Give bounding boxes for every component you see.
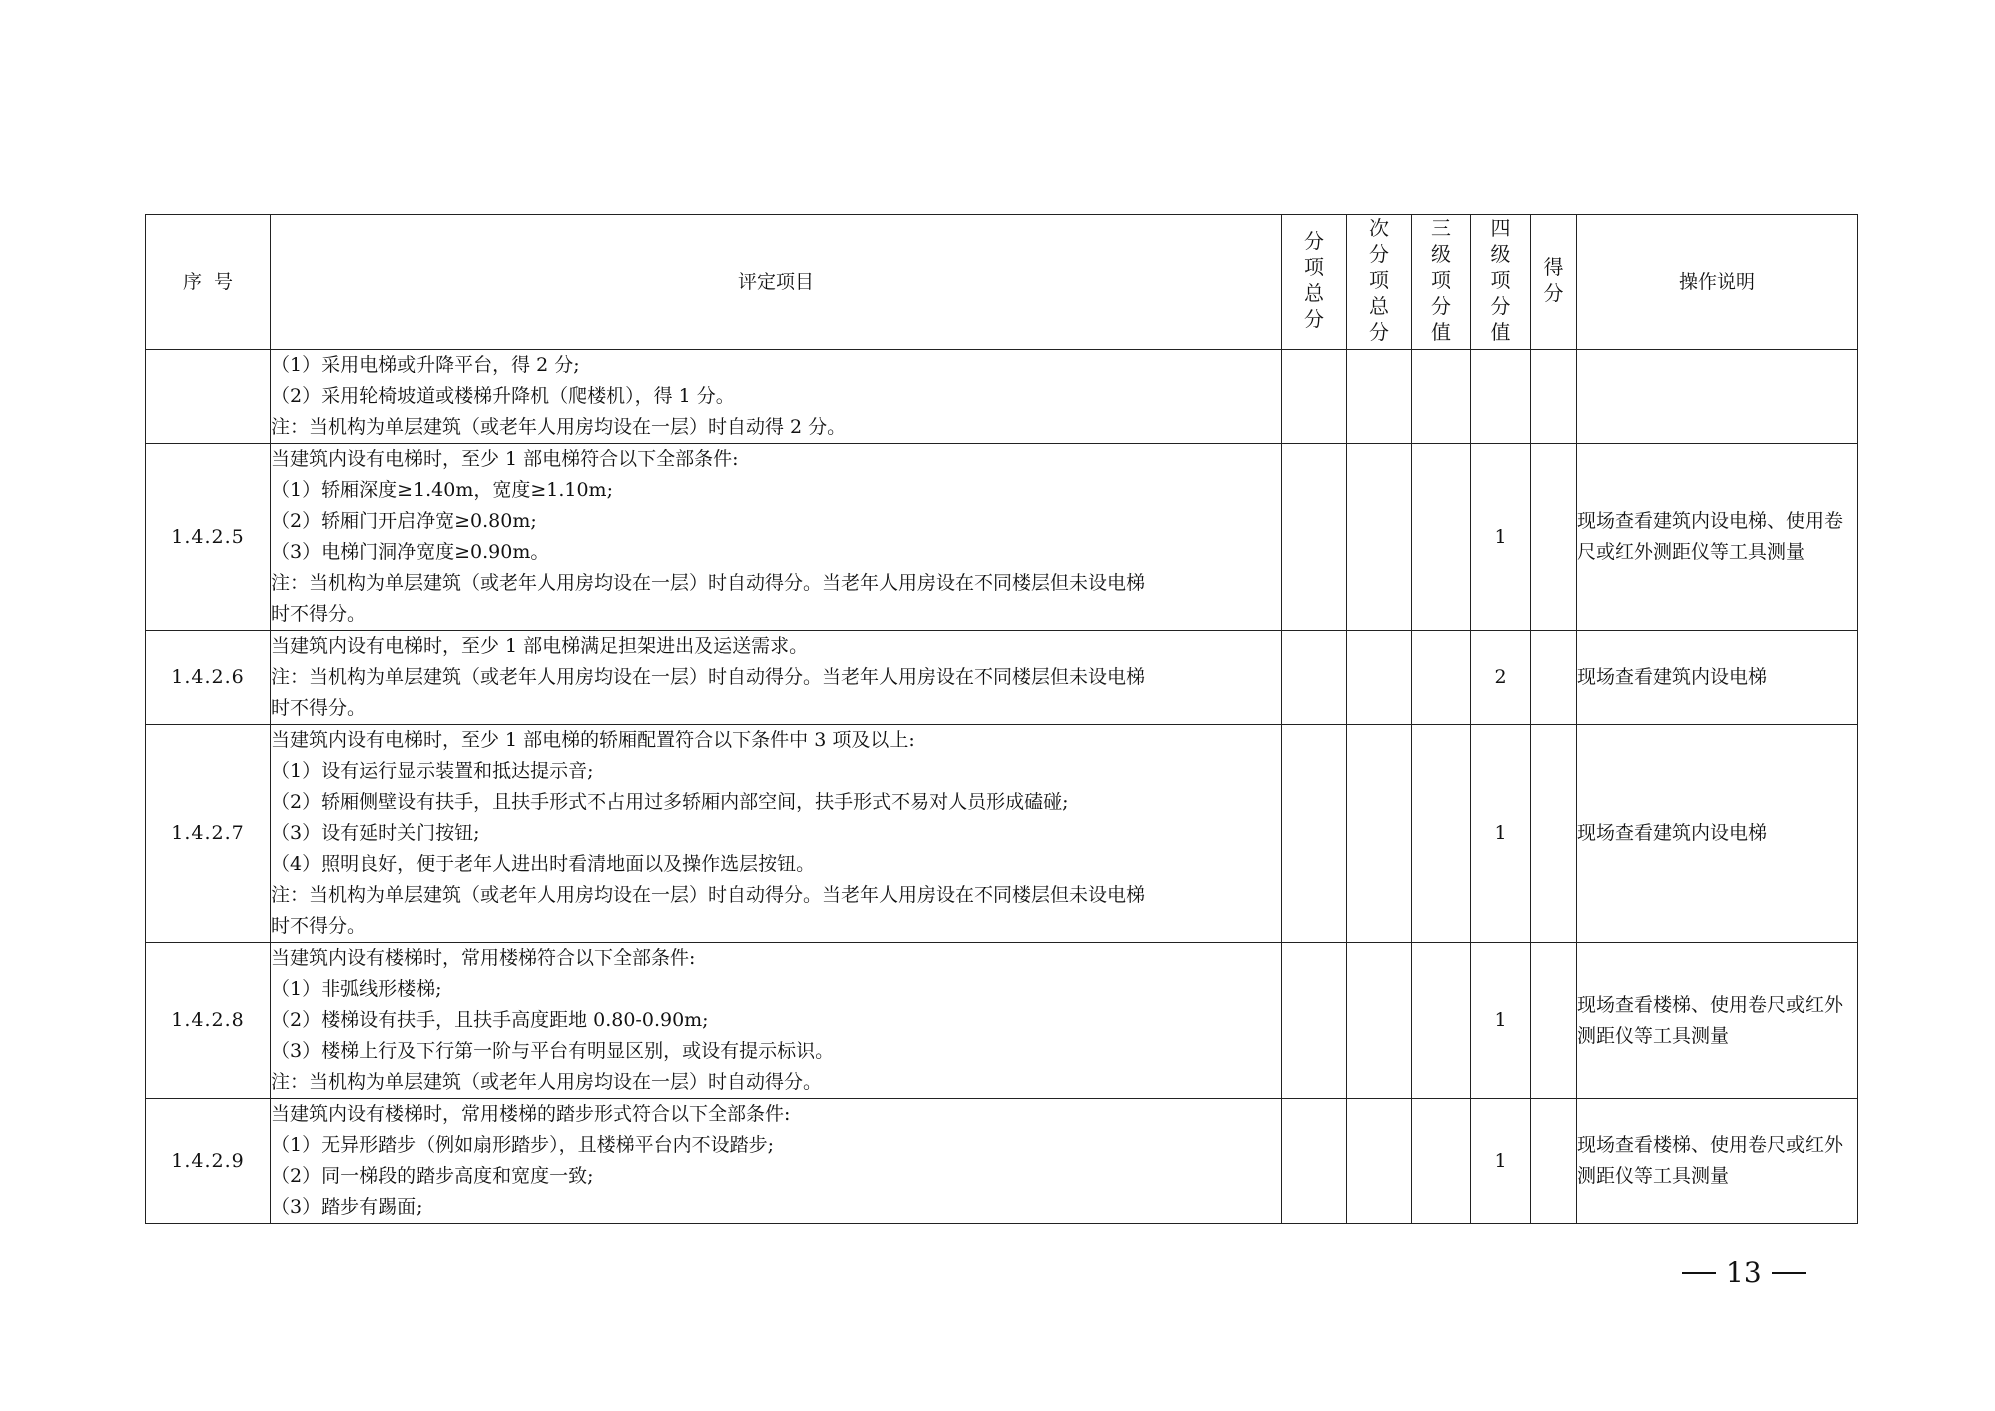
row-level4-value xyxy=(1471,350,1531,444)
footer-dash-right xyxy=(1772,1272,1806,1274)
item-line: 注：当机构为单层建筑（或老年人用房均设在一层）时自动得分。当老年人用房设在不同楼层但未设电梯 xyxy=(271,572,1146,594)
row-level3 xyxy=(1412,725,1471,943)
item-line: （2）采用轮椅坡道或楼梯升降机（爬楼机），得 1 分。 xyxy=(271,385,735,407)
row-total xyxy=(1282,631,1347,725)
item-line: （1）无异形踏步（例如扇形踏步），且楼梯平台内不设踏步; xyxy=(271,1134,774,1156)
row-total xyxy=(1282,350,1347,444)
table-row xyxy=(146,631,1858,725)
item-line: （4）照明良好，便于老年人进出时看清地面以及操作选层按钮。 xyxy=(271,853,816,875)
row-operation: 现场查看楼梯、使用卷尺或红外测距仪等工具测量 xyxy=(1577,1099,1858,1224)
row-total xyxy=(1282,725,1347,943)
row-sub-total xyxy=(1347,943,1412,1099)
row-level4-value: 2 xyxy=(1471,631,1531,725)
row-level3 xyxy=(1412,631,1471,725)
item-line: （3）踏步有踢面; xyxy=(271,1196,423,1218)
item-line: 当建筑内设有电梯时，至少 1 部电梯的轿厢配置符合以下条件中 3 项及以上: xyxy=(271,729,915,751)
header-operation: 操作说明 xyxy=(1577,215,1858,350)
row-score xyxy=(1531,444,1577,631)
table-row xyxy=(146,943,1858,1099)
item-line: 注：当机构为单层建筑（或老年人用房均设在一层）时自动得分。 xyxy=(271,1071,823,1093)
item-line: （2）轿厢侧壁设有扶手，且扶手形式不占用过多轿厢内部空间，扶手形式不易对人员形成磕碰; xyxy=(271,791,1069,813)
item-line: 注：当机构为单层建筑（或老年人用房均设在一层）时自动得分。当老年人用房设在不同楼层但未设电梯 xyxy=(271,666,1146,688)
row-score xyxy=(1531,1099,1577,1224)
item-line: 当建筑内设有电梯时，至少 1 部电梯满足担架进出及运送需求。 xyxy=(271,635,809,657)
row-sub-total xyxy=(1347,350,1412,444)
row-sub-total xyxy=(1347,725,1412,943)
item-line: 当建筑内设有电梯时，至少 1 部电梯符合以下全部条件: xyxy=(271,448,739,470)
item-line: 时不得分。 xyxy=(271,697,367,719)
row-seq: 1.4.2.6 xyxy=(146,631,271,725)
row-score xyxy=(1531,943,1577,1099)
evaluation-table xyxy=(145,214,1858,1224)
row-seq: 1.4.2.7 xyxy=(146,725,271,943)
row-level4-value: 1 xyxy=(1471,1099,1531,1224)
row-total xyxy=(1282,1099,1347,1224)
header-sub-total: 次分项总分 xyxy=(1347,215,1412,350)
item-line: 注：当机构为单层建筑（或老年人用房均设在一层）时自动得 2 分。 xyxy=(271,416,847,438)
item-line: 当建筑内设有楼梯时，常用楼梯的踏步形式符合以下全部条件: xyxy=(271,1103,791,1125)
table-header-row xyxy=(146,215,1858,350)
item-line: 当建筑内设有楼梯时，常用楼梯符合以下全部条件: xyxy=(271,947,696,969)
row-item xyxy=(271,631,1282,725)
item-line: （3）楼梯上行及下行第一阶与平台有明显区别，或设有提示标识。 xyxy=(271,1040,835,1062)
row-level3 xyxy=(1412,1099,1471,1224)
row-seq: 1.4.2.8 xyxy=(146,943,271,1099)
row-score xyxy=(1531,631,1577,725)
row-level3 xyxy=(1412,350,1471,444)
header-level4: 四级项分值 xyxy=(1471,215,1531,350)
row-item xyxy=(271,943,1282,1099)
row-item xyxy=(271,725,1282,943)
row-item xyxy=(271,350,1282,444)
footer-dash-left xyxy=(1682,1272,1716,1274)
header-total: 分项总分 xyxy=(1282,215,1347,350)
row-sub-total xyxy=(1347,444,1412,631)
page-number: 13 xyxy=(1726,1256,1762,1289)
table-row xyxy=(146,1099,1858,1224)
item-line: 时不得分。 xyxy=(271,915,367,937)
row-item xyxy=(271,1099,1282,1224)
row-level3 xyxy=(1412,943,1471,1099)
row-item xyxy=(271,444,1282,631)
header-item: 评定项目 xyxy=(271,215,1282,350)
item-line: （3）电梯门洞净宽度≥0.90m。 xyxy=(271,541,550,563)
row-operation: 现场查看楼梯、使用卷尺或红外测距仪等工具测量 xyxy=(1577,943,1858,1099)
item-line: （1）非弧线形楼梯; xyxy=(271,978,442,1000)
row-operation xyxy=(1577,350,1858,444)
header-seq: 序 号 xyxy=(146,215,271,350)
page-footer xyxy=(1672,1256,1816,1289)
row-sub-total xyxy=(1347,1099,1412,1224)
header-score: 得分 xyxy=(1531,215,1577,350)
row-seq xyxy=(146,350,271,444)
header-level3: 三级项分值 xyxy=(1412,215,1471,350)
row-seq: 1.4.2.5 xyxy=(146,444,271,631)
row-total xyxy=(1282,444,1347,631)
item-line: （2）楼梯设有扶手，且扶手高度距地 0.80-0.90m; xyxy=(271,1009,709,1031)
row-level4-value: 1 xyxy=(1471,444,1531,631)
item-line: （1）采用电梯或升降平台，得 2 分; xyxy=(271,354,580,376)
table-row xyxy=(146,725,1858,943)
table-row xyxy=(146,444,1858,631)
item-line: 时不得分。 xyxy=(271,603,367,625)
row-score xyxy=(1531,350,1577,444)
row-seq: 1.4.2.9 xyxy=(146,1099,271,1224)
item-line: （2）同一梯段的踏步高度和宽度一致; xyxy=(271,1165,594,1187)
item-line: 注：当机构为单层建筑（或老年人用房均设在一层）时自动得分。当老年人用房设在不同楼层但未设电梯 xyxy=(271,884,1146,906)
row-operation: 现场查看建筑内设电梯、使用卷尺或红外测距仪等工具测量 xyxy=(1577,444,1858,631)
item-line: （1）设有运行显示装置和抵达提示音; xyxy=(271,760,594,782)
table-body xyxy=(146,350,1858,1224)
row-score xyxy=(1531,725,1577,943)
row-operation: 现场查看建筑内设电梯 xyxy=(1577,725,1858,943)
row-total xyxy=(1282,943,1347,1099)
row-level3 xyxy=(1412,444,1471,631)
row-level4-value: 1 xyxy=(1471,943,1531,1099)
item-line: （1）轿厢深度≥1.40m，宽度≥1.10m; xyxy=(271,479,613,501)
item-line: （3）设有延时关门按钮; xyxy=(271,822,480,844)
table-row xyxy=(146,350,1858,444)
item-line: （2）轿厢门开启净宽≥0.80m; xyxy=(271,510,537,532)
row-sub-total xyxy=(1347,631,1412,725)
row-level4-value: 1 xyxy=(1471,725,1531,943)
row-operation: 现场查看建筑内设电梯 xyxy=(1577,631,1858,725)
